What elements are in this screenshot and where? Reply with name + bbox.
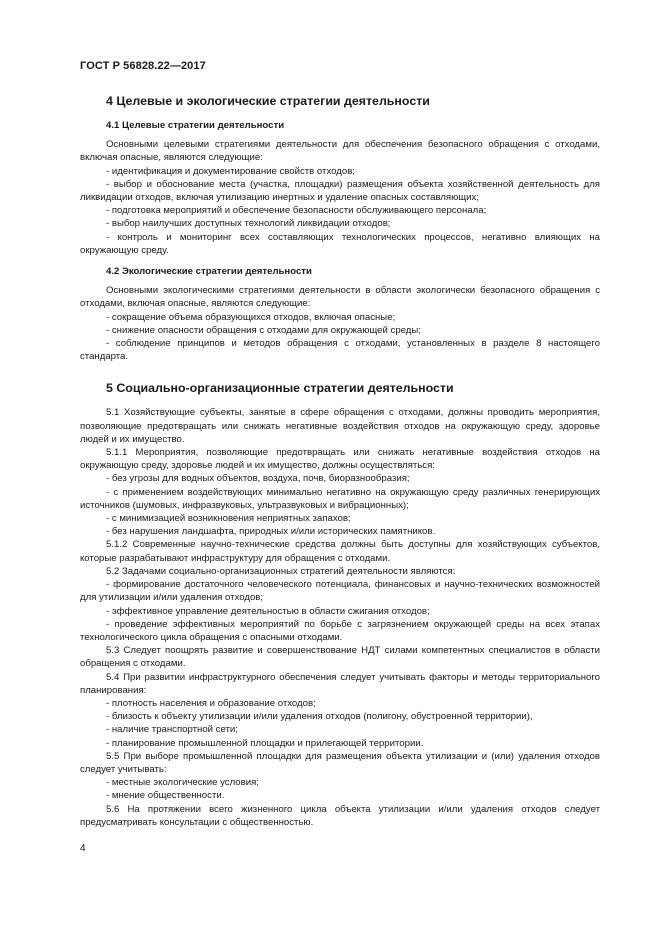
section-5-title: 5 Социально-организационные стратегии деятельности — [106, 381, 454, 396]
list-item: - контроль и мониторинг всех составляющих технологических процессов, негативно влияющих на окружающую среду. — [80, 231, 600, 256]
list-item: - местные экологические условия; — [106, 777, 259, 789]
list-item: - наличие транспортной сети; — [106, 724, 238, 736]
list-item: - выбор и обоснование места (участка, площадки) размещения объекта хозяйственной деятельность для ликвидации отходов, включая утилизацию инертных и удаление опасных составляющих; — [80, 178, 600, 204]
list-item: - выбор наилучших доступных технологий ликвидации отходов; — [106, 218, 391, 230]
paragraph: 5.5 При выборе промышленной площадки для размещения объекта утилизации и (или) удаления отходов следует учитывать: — [80, 750, 600, 775]
paragraph: 5.1.2 Современные научно-технические средства должны быть доступны для хозяйствующих субъектов, которые разрабатывают инфраструктуру для обращения с отходами. — [80, 539, 600, 564]
list-item: - проведение эффективных мероприятий по борьбе с загрязнением окружающей среды на всех этапах технологического цикла обращения с опасными отходами. — [80, 618, 600, 643]
list-item: - близость к объекту утилизации и/или удаления отходов (полигону, обустроенной территории), — [106, 711, 533, 723]
document-header: ГОСТ Р 56828.22—2017 — [80, 60, 206, 72]
list-item: - мнение общественности. — [106, 790, 225, 802]
list-item: - без нарушения ландшафта, природных и/или исторических памятников. — [106, 526, 436, 538]
page-number: 4 — [80, 843, 86, 854]
subsection-4-2-title: 4.2 Экологические стратегии деятельности — [106, 266, 312, 278]
paragraph: 5.3 Следует поощрять развитие и совершенствование НДТ силами компетентных специалистов в области обращения с отходами. — [80, 645, 600, 670]
paragraph: 5.1 Хозяйствующие субъекты, занятые в сфере обращения с отходами, должны проводить мероприятия, позволяющие предотвращать или снижать негативные воздействия отходов на окружающую среду, здоровье людей и их имущество. — [80, 407, 600, 445]
list-item: - подготовка мероприятий и обеспечение безопасности обслуживающего персонала; — [106, 205, 487, 217]
section-4-title: 4 Целевые и экологические стратегии деятельности — [106, 94, 430, 108]
list-item: - эффективное управление деятельностью в области сжигания отходов; — [106, 605, 430, 617]
subsection-4-1-title: 4.1 Целевые стратегии деятельности — [106, 120, 285, 131]
list-item: - соблюдение принципов и методов обращения с отходами, установленных в разделе 8 настоящего стандарта. — [80, 338, 600, 363]
paragraph: 5.6 На протяжении всего жизненного цикла объекта утилизации и/или удаления отходов следует предусматривать консультации с общественностью. — [80, 803, 600, 828]
list-item: - без угрозы для водных объектов, воздуха, почв, биоразнообразия; — [106, 473, 410, 485]
list-item: - планирование промышленной площадки и прилегающей территории. — [106, 737, 424, 749]
list-item: - снижение опасности обращения с отходами для окружающей среды; — [106, 324, 421, 336]
document-body — [80, 88, 600, 829]
list-item: - формирование достаточного человеческого потенциала, финансовых и научно-технических возможностей для утилизации и/или удаления отходов; — [80, 579, 600, 604]
list-item: - сокращение объема образующихся отходов, включая опасные; — [106, 311, 396, 323]
paragraph: 5.4 При развитии инфраструктурного обеспечения следует учитывать факторы и методы территориального планирования: — [80, 671, 600, 696]
list-item: - с минимизацией возникновения неприятных запахов; — [106, 513, 351, 525]
paragraph: 5.1.1 Мероприятия, позволяющие предотвращать или снижать негативные воздействия отходов на окружающую среду, здоровье людей и их имущество, должны осуществляться: — [80, 447, 600, 472]
paragraph: Основными экологическими стратегиями деятельности в области экологически безопасного обращения с отходами, включая опасные, являются следующие: — [80, 285, 600, 310]
paragraph: Основными целевыми стратегиями деятельности для обеспечения безопасного обращения с отходами, включая опасные, являются следующие: — [80, 139, 600, 164]
list-item: - идентификация и документирование свойств отходов; — [106, 165, 355, 177]
list-item: - с применением воздействующих минимально негативно на окружающую среду различных генерирующих источников (шумовых, инфразвуковых, ультразвуковых и вибрационных); — [80, 486, 600, 511]
paragraph: 5.2 Задачами социально-организационных стратегий деятельности являются: — [106, 565, 456, 577]
list-item: - плотность населения и образование отходов; — [106, 697, 316, 709]
